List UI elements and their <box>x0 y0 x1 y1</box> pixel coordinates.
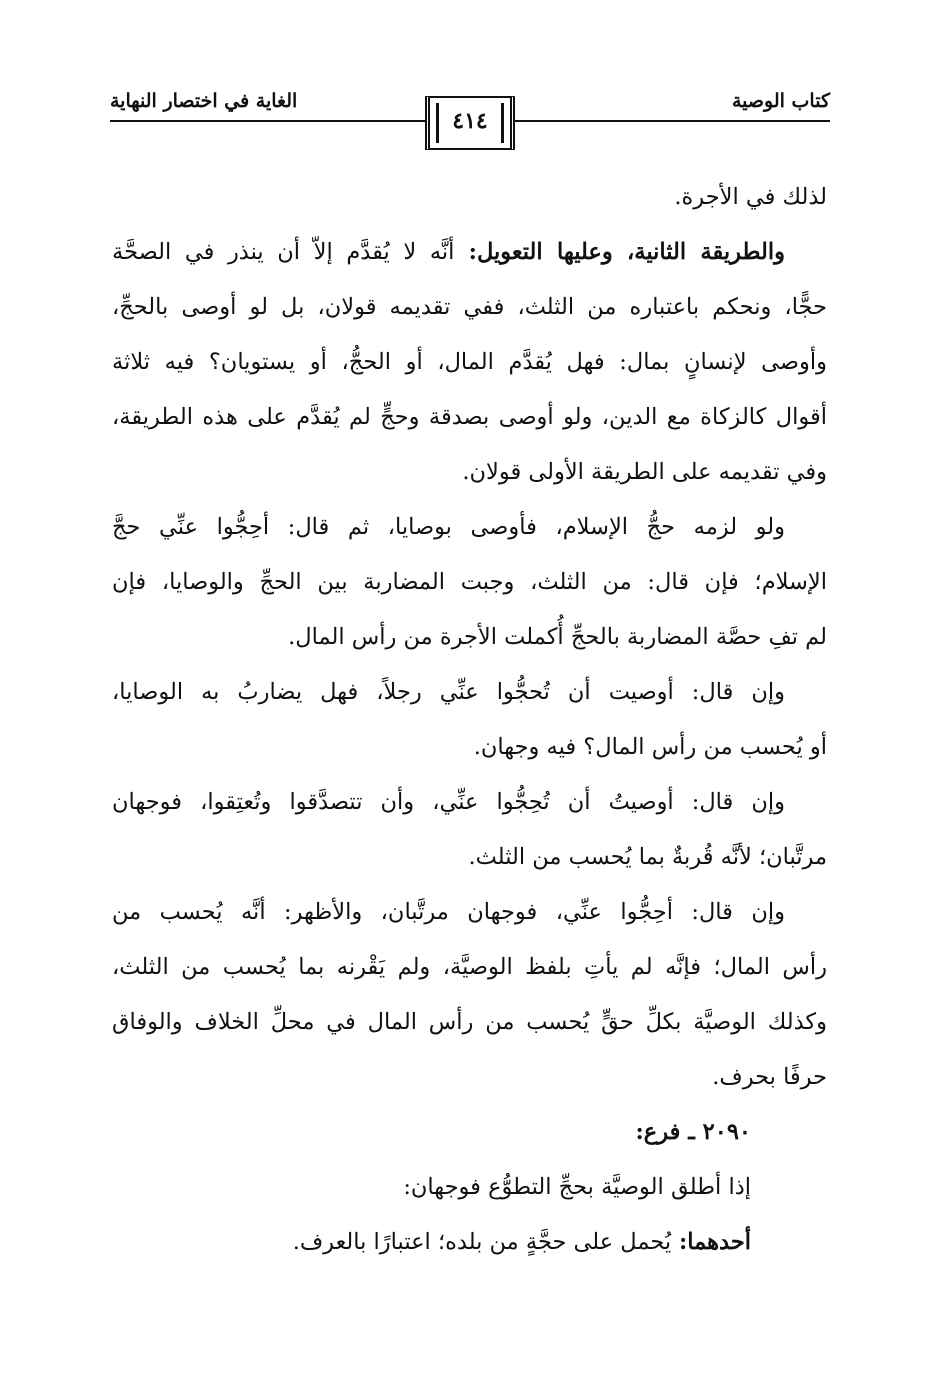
chapter-title: كتاب الوصية <box>731 90 830 112</box>
text-line-12: وإن قال: أوصيتُ أن تُحِجُّوا عنِّي، وأن تتصدَّقوا وتُعتِقوا، فوجهان <box>112 789 785 815</box>
text-line-17: حرفًا بحرف. <box>712 1064 827 1090</box>
text-line-13: مرتَّبان؛ لأنَّه قُربةٌ بما يُحسب من الثلث. <box>468 844 827 870</box>
text-line-1: لذلك في الأجرة. <box>674 184 827 210</box>
page-body <box>112 170 827 1270</box>
text-line-2: والطريقة الثانية، وعليها التعويل: أنَّه لا يُقدَّم إلاّ أن ينذر في الصحَّة <box>112 239 785 265</box>
book-title: الغاية في اختصار النهاية <box>110 90 298 112</box>
page-number: ٤١٤ <box>452 108 488 134</box>
text-line-3: حجًّا، ونحكم باعتباره من الثلث، ففي تقديمه قولان، بل لو أوصى بالحجِّ، <box>112 294 827 320</box>
text-line-6: وفي تقديمه على الطريقة الأولى قولان. <box>462 459 827 485</box>
text-line-9: لم تفِ حصَّة المضاربة بالحجِّ أُكملت الأجرة من رأس المال. <box>288 624 827 650</box>
text-line-19: إذا أطلق الوصيَّة بحجِّ التطوُّع فوجهان: <box>403 1174 751 1200</box>
text-line-8: الإسلام؛ فإن قال: من الثلث، وجبت المضاربة بين الحجِّ والوصايا، فإن <box>112 569 827 595</box>
text-line-20: أحدهما: يُحمل على حجَّةٍ من بلده؛ اعتبارًا بالعرف. <box>292 1229 751 1255</box>
section-heading: ٢٠٩٠ ـ فرع: <box>635 1119 751 1145</box>
text-line-4: وأوصى لإنسانٍ بمال: فهل يُقدَّم المال، أو الحجُّ، أو يستويان؟ فيه ثلاثة <box>112 349 827 375</box>
text-line-10: وإن قال: أوصيت أن تُحجُّوا عنِّي رجلاً، فهل يضاربُ به الوصايا، <box>112 679 785 705</box>
text-line-15: رأس المال؛ فإنَّه لم يأتِ بلفظ الوصيَّة، ولم يَقْرنه بما يُحسب من الثلث، <box>112 954 827 980</box>
text-line-14: وإن قال: أحِجُّوا عنِّي، فوجهان مرتَّبان، والأظهر: أنَّه يُحسب من <box>112 899 785 925</box>
running-header <box>110 86 830 158</box>
text-line-7: ولو لزمه حجُّ الإسلام، فأوصى بوصايا، ثم قال: أحِجُّوا عنِّي حجَّ <box>112 514 785 540</box>
text-line-16: وكذلك الوصيَّة بكلِّ حقٍّ يُحسب من رأس المال في محلِّ الخلاف والوفاق <box>112 1009 827 1035</box>
text-line-11: أو يُحسب من رأس المال؟ فيه وجهان. <box>473 734 827 760</box>
page-number-frame <box>425 96 515 150</box>
text-line-5: أقوال كالزكاة مع الدين، ولو أوصى بصدقة وحجٍّ لم يُقدَّم على هذه الطريقة، <box>112 404 827 430</box>
